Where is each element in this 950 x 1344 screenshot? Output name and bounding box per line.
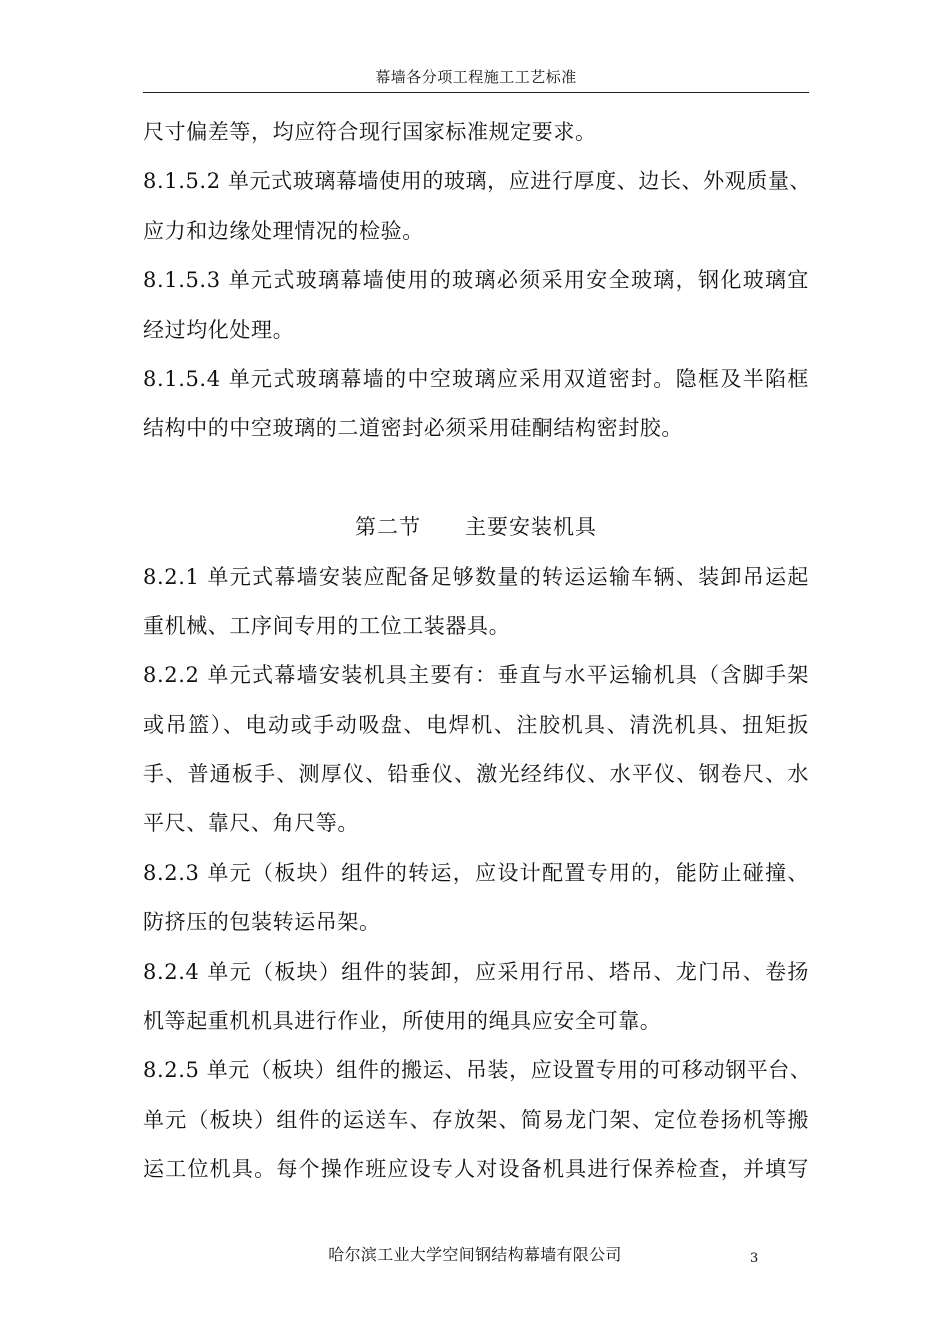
page-footer <box>0 1240 950 1270</box>
text-line: 单元（板块）组件的运送车、存放架、简易龙门架、定位卷扬机等搬 <box>143 1107 809 1132</box>
text-line: 8.1.5.4 单元式玻璃幕墙的中空玻璃应采用双道密封。隐框及半陷框 <box>143 366 809 391</box>
text-line: 手、普通板手、测厚仪、铅垂仪、激光经纬仪、水平仪、钢卷尺、水 <box>143 762 809 787</box>
text-line: 或吊篮）、电动或手动吸盘、电焊机、注胶机具、清洗机具、扭矩扳 <box>143 712 809 737</box>
page-number: 3 <box>750 1251 759 1266</box>
text-line: 8.2.2 单元式幕墙安装机具主要有：垂直与水平运输机具（含脚手架 <box>143 663 809 688</box>
page-header <box>143 62 809 93</box>
section-number: 第二节 <box>355 515 421 540</box>
section-heading <box>143 503 809 552</box>
text-line: 机等起重机机具进行作业，所使用的绳具应安全可靠。 <box>143 1009 662 1034</box>
blank-line <box>143 454 809 503</box>
text-line: 平尺、靠尺、角尺等。 <box>143 811 359 836</box>
text-line: 防挤压的包装转运吊架。 <box>143 910 381 935</box>
text-line: 8.2.1 单元式幕墙安装应配备足够数量的转运运输车辆、装卸吊运起 <box>143 564 809 589</box>
text-line: 运工位机具。每个操作班应设专人对设备机具进行保养检查，并填写 <box>143 1157 809 1182</box>
text-line: 经过均化处理。 <box>143 317 295 342</box>
text-line: 8.2.3 单元（板块）组件的转运，应设计配置专用的，能防止碰撞、 <box>143 860 809 885</box>
text-line: 结构中的中空玻璃的二道密封必须采用硅酮结构密封胶。 <box>143 416 683 441</box>
text-line: 8.1.5.2 单元式玻璃幕墙使用的玻璃，应进行厚度、边长、外观质量、 <box>143 169 812 194</box>
text-line: 应力和边缘处理情况的检验。 <box>143 218 424 243</box>
footer-company: 哈尔滨工业大学空间钢结构幕墙有限公司 <box>328 1245 622 1264</box>
text-line: 重机械、工序间专用的工位工装器具。 <box>143 613 511 638</box>
text-line: 8.2.5 单元（板块）组件的搬运、吊装，应设置专用的可移动钢平台、 <box>143 1058 812 1083</box>
document-body <box>143 108 812 1195</box>
header-title: 幕墙各分项工程施工工艺标准 <box>375 68 577 86</box>
text-line: 尺寸偏差等，均应符合现行国家标准规定要求。 <box>143 120 597 144</box>
text-line: 8.2.4 单元（板块）组件的装卸，应采用行吊、塔吊、龙门吊、卷扬 <box>143 959 809 984</box>
section-title: 主要安装机具 <box>465 515 597 540</box>
text-line: 8.1.5.3 单元式玻璃幕墙使用的玻璃必须采用安全玻璃，钢化玻璃宜 <box>143 268 809 293</box>
